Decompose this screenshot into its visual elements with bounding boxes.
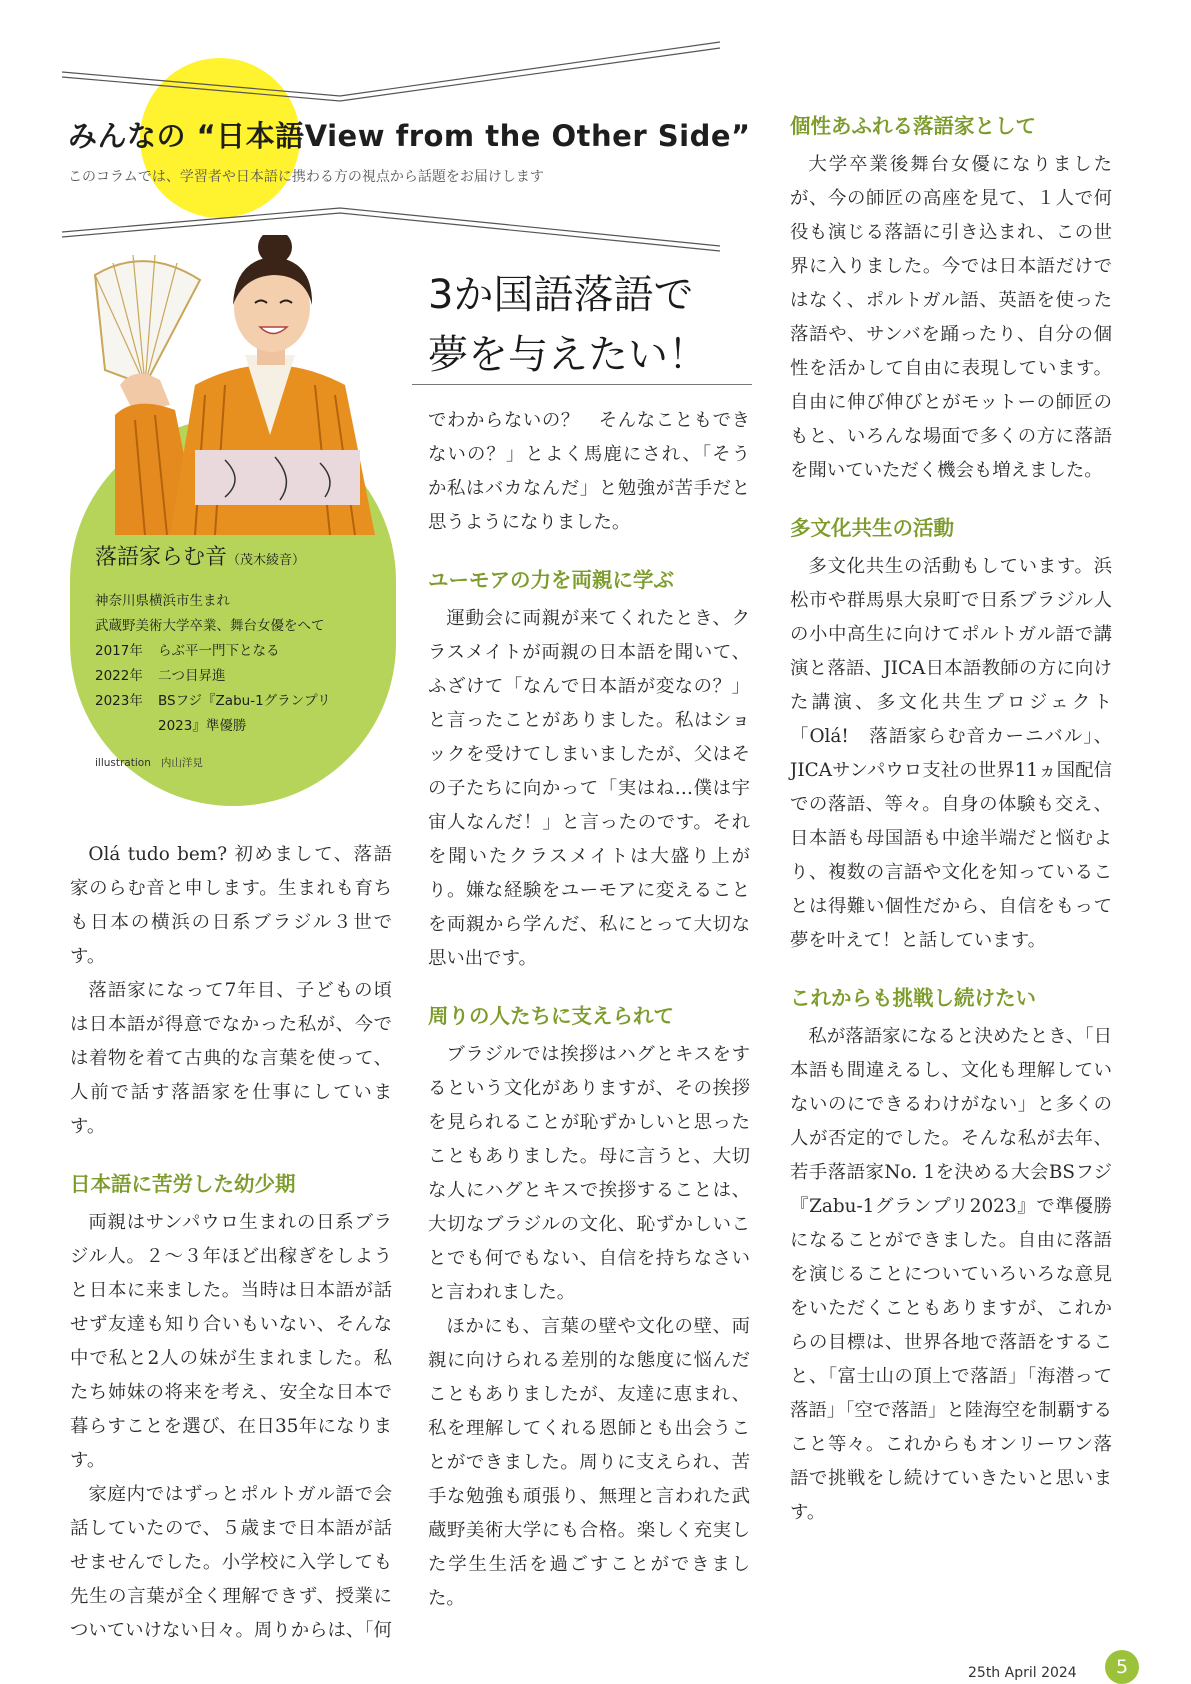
headline-divider <box>412 384 752 385</box>
profile-education: 武蔵野美術大学卒業、舞台女優をへて <box>95 618 325 634</box>
fan-icon <box>95 255 200 385</box>
article-headline <box>428 265 758 385</box>
issue-date: 25th April 2024 <box>968 1665 1077 1681</box>
continued-paragraph: でわからないの？ そんなこともできないの？」とよく馬鹿にされ、「そうか私はバカなんだ」と勉強が苦手だと思うようになりました。 <box>428 410 750 533</box>
timeline-row <box>95 639 385 664</box>
timeline-row <box>95 664 385 689</box>
timeline-event: らぶ平一門下となる <box>158 643 280 659</box>
profile-info <box>95 540 385 770</box>
timeline-event: 二つ目昇進 <box>158 668 226 684</box>
body-paragraph: 運動会に両親が来てくれたとき、クラスメイトが両親の日本語を聞いて、ふざけて「なんで日本語が変なの？」と言ったことがありました。私はショックを受けてしまいましたが、父はその子たちに向かって「実はね…僕は宇宙人なんだ！」と言ったのです。それを聞いたクラスメイトは大盛り上がり。嫌な経験をユーモアに変えることを両親から学んだ、私にとって大切な思い出です。 <box>428 608 750 969</box>
article-column-3 <box>790 112 1112 1530</box>
article-column-1 <box>70 838 392 1648</box>
column-title: みんなの “日本語View from the Other Side” <box>68 119 751 153</box>
column-subtitle: このコラムでは、学習者や日本語に携わる方の視点から話題をお届けします <box>68 169 544 185</box>
intro-paragraph-1: Olá tudo bem? 初めまして、落語家のらむ音と申します。生まれも育ちも日本の横浜の日系ブラジル３世です。 <box>70 844 392 967</box>
article-column-2 <box>428 404 750 1616</box>
timeline-event: BSフジ『Zabu-1グランプリ2023』準優勝 <box>158 693 331 734</box>
headline-line-2: 夢を与えたい！ <box>428 332 708 378</box>
illustration-label: illustration <box>95 757 151 769</box>
body-paragraph: 私が落語家になると決めたとき、「日本語も間違えるし、文化も理解していないのにできるわけがない」と多くの人が否定的でした。そんな私が去年、若手落語家No. 1を決める大会BSフジ『Zabu-1グランプリ2023』で準優勝になることができました。自由に落語を演じることについていろいろな意見をいただくこともありますが、これからの目標は、世界各地で落語をすること、「富士山の頂上で落語」「海潜って落語」「空で落語」と陸海空を制覇すること等々。これからもオンリーワン落語で挑戦をし続けていきたいと思います。 <box>790 1026 1112 1523</box>
body-paragraph: 大学卒業後舞台女優になりましたが、今の師匠の高座を見て、１人で何役も演じる落語に引き込まれ、この世界に入りました。今では日本語だけではなく、ポルトガル語、英語を使った落語や、サンバを踊ったり、自分の個性を活かして自由に表現しています。自由に伸び伸びとがモットーの師匠のもと、いろんな場面で多くの方に落語を聞いていただく機会も増えました。 <box>790 154 1112 481</box>
section-heading: これからも挑戦し続けたい <box>790 986 1036 1010</box>
portrait-illustration <box>75 235 405 535</box>
illustration-credit <box>95 755 385 770</box>
body-paragraph: ブラジルでは挨拶はハグとキスをするという文化がありますが、その挨拶を見られることが恥ずかしいと思ったこともありました。母に言うと、大切な人にハグとキスで挨拶することは、大切なブラジルの文化、恥ずかしいことでも何でもない、自信を持ちなさいと言われました。 <box>428 1044 750 1303</box>
timeline-row <box>95 689 385 739</box>
profile-name <box>95 540 385 571</box>
section-heading: ユーモアの力を両親に学ぶ <box>428 568 674 592</box>
body-paragraph: 両親はサンパウロ生まれの日系ブラジル人。２～３年ほど出稼ぎをしようと日本に来ました。当時は日本語が話せず友達も知り合いもいない、そんな中で私と2人の妹が生まれました。私たち姉妹の将来を考え、安全な日本で暮らすことを選び、在日35年になります。 <box>70 1212 392 1471</box>
profile-real-name: （茂木綾音） <box>227 553 306 568</box>
timeline-year: 2023年 <box>95 693 143 709</box>
timeline-year: 2017年 <box>95 643 143 659</box>
headline-line-1: 3か国語落語で <box>428 272 694 318</box>
body-paragraph: 多文化共生の活動もしています。浜松市や群馬県大泉町で日系ブラジル人の小中高生に向けてポルトガル語で講演と落語、JICA日本語教師の方に向けた講演、多文化共生プロジェクト「Olá! 落語家らむ音カーニバル」、JICAサンパウロ支社の世界11ヵ国配信での落語、等々。自身の体験も交え、日本語も母国語も中途半端だと悩むより、複数の言語や文化を知っていることは得難い個性だから、自信をもって夢を叶えて！と話しています。 <box>790 556 1112 951</box>
section-heading: 個性あふれる落語家として <box>790 114 1036 138</box>
section-heading: 周りの人たちに支えられて <box>428 1004 674 1028</box>
profile-stage-name: 落語家らむ音 <box>95 545 228 570</box>
section-heading: 多文化共生の活動 <box>790 516 954 540</box>
body-paragraph: ほかにも、言葉の壁や文化の壁、両親に向けられる差別的な態度に悩んだこともありましたが、友達に恵まれ、私を理解してくれる恩師とも出会うことができました。周りに支えられ、苦手な勉強も頑張り、無理と言われた武蔵野美術大学にも合格。楽しく充実した学生生活を過ごすことができました。 <box>428 1316 750 1609</box>
page-number-badge: 5 <box>1105 1650 1139 1684</box>
section-heading: 日本語に苦労した幼少期 <box>70 1172 296 1196</box>
illustrator-name: 内山洋見 <box>160 757 203 769</box>
intro-paragraph-2: 落語家になって7年目、子どもの頃は日本語が得意でなかった私が、今では着物を着て古典的な言葉を使って、人前で話す落語家を仕事にしています。 <box>70 980 392 1137</box>
profile-birthplace: 神奈川県横浜市生まれ <box>95 593 230 609</box>
timeline-year: 2022年 <box>95 668 143 684</box>
body-paragraph: 家庭内ではずっとポルトガル語で会話していたので、５歳まで日本語が話せませんでした。小学校に入学しても先生の言葉が全く理解できず、授業についていけない日々。周りからは、「何 <box>70 1484 392 1641</box>
